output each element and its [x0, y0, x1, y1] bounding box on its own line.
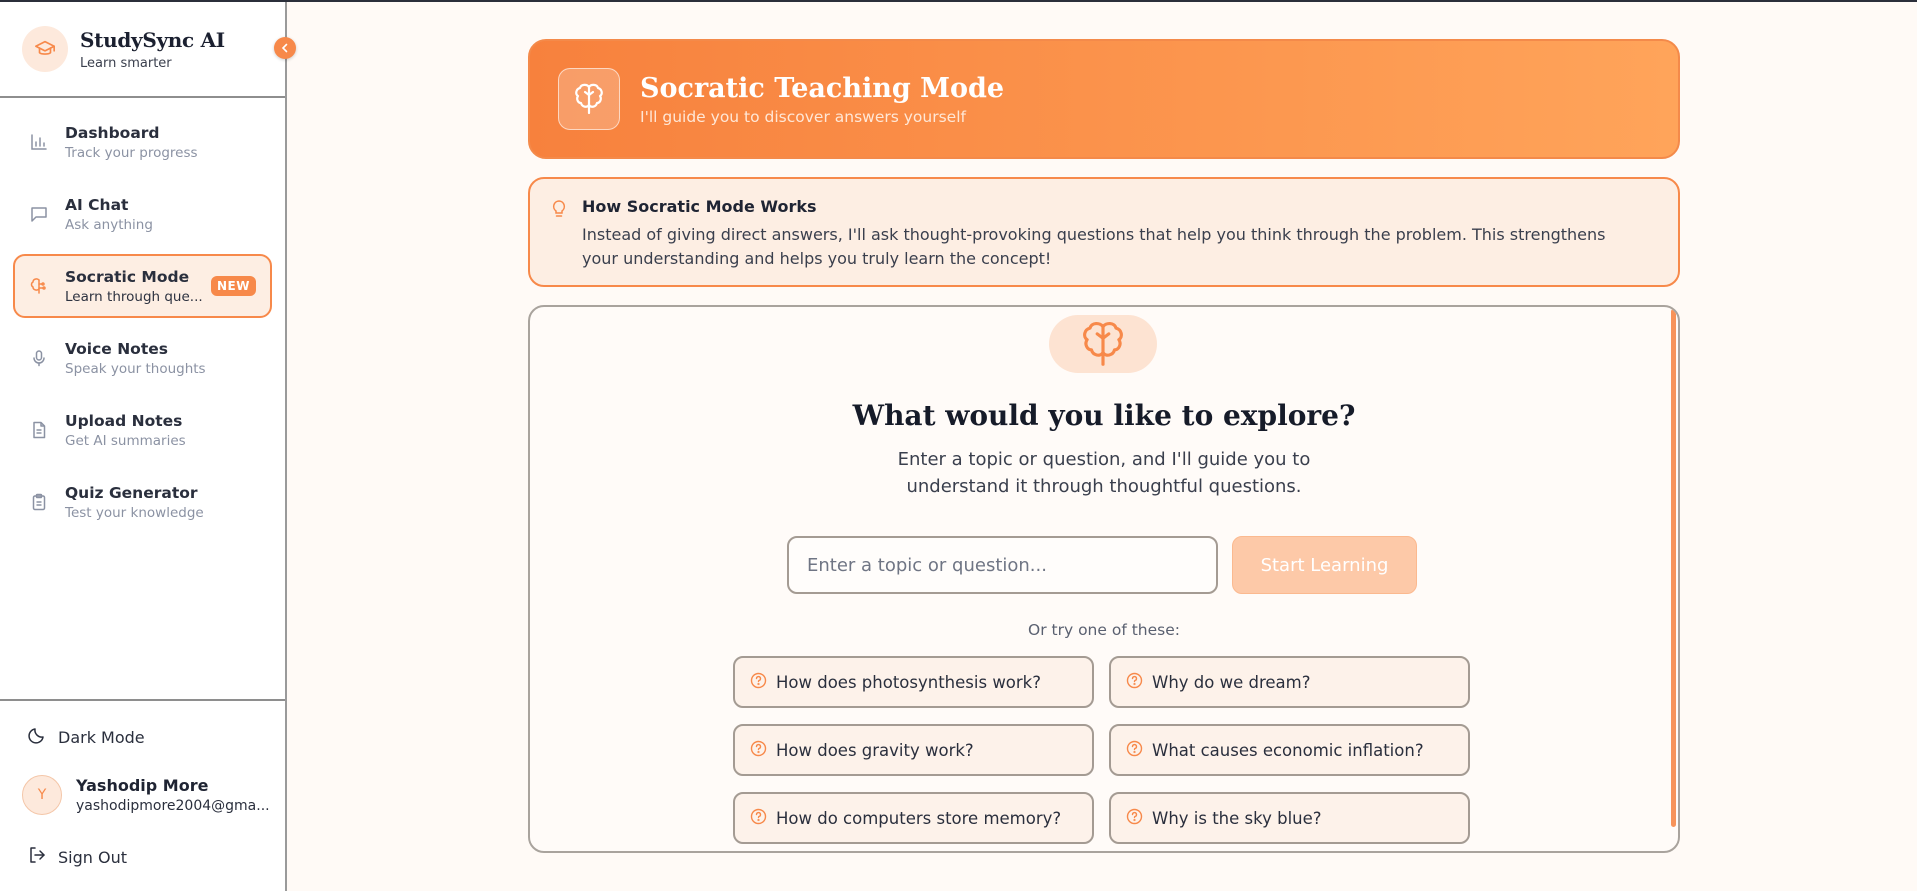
- sidebar-item-sub: Ask anything: [65, 216, 153, 233]
- moon-icon: [28, 726, 46, 748]
- sidebar-nav: [0, 98, 285, 534]
- explore-panel: [528, 305, 1680, 853]
- suggestion-label: How do computers store memory?: [776, 808, 1062, 828]
- sidebar-item-label: Socratic Mode: [65, 267, 190, 286]
- user-name: Yashodip More: [76, 776, 209, 795]
- sidebar-item-label: Upload Notes: [65, 411, 183, 430]
- question-circle-icon: [1126, 740, 1143, 761]
- brain-icon: [558, 68, 620, 130]
- sidebar-item-label: Dashboard: [65, 123, 160, 142]
- sidebar-item-quiz-generator[interactable]: [13, 470, 272, 534]
- sidebar-item-label: Voice Notes: [65, 339, 168, 358]
- info-body: Instead of giving direct answers, I'll ask thought-provoking questions that help you think through the problem. This strengthens your understanding and helps you truly learn the concept!: [582, 225, 1606, 268]
- sidebar-item-dashboard[interactable]: [13, 110, 272, 174]
- topic-input[interactable]: [787, 536, 1218, 594]
- suggestion-chip[interactable]: [733, 656, 1094, 708]
- sidebar-item-socratic-mode[interactable]: [13, 254, 272, 318]
- sidebar-item-ai-chat[interactable]: [13, 182, 272, 246]
- info-title: How Socratic Mode Works: [582, 197, 817, 216]
- info-callout: [528, 177, 1680, 287]
- bar-chart-icon: [30, 133, 48, 151]
- chevron-left-icon: [280, 43, 290, 53]
- avatar: Y: [22, 775, 62, 815]
- sidebar-item-label: Quiz Generator: [65, 483, 198, 502]
- mode-header: [528, 39, 1680, 159]
- sign-out-label: Sign Out: [58, 847, 127, 867]
- new-badge: NEW: [211, 276, 256, 296]
- suggestion-chip[interactable]: [1109, 792, 1470, 844]
- sidebar-item-sub: Learn through que...: [65, 288, 203, 305]
- suggestion-chip[interactable]: [733, 724, 1094, 776]
- explore-description-line: Enter a topic or question, and I'll guide you to: [897, 449, 1311, 470]
- sidebar-item-sub: Get AI summaries: [65, 432, 186, 449]
- suggestion-label: Why do we dream?: [1152, 672, 1311, 692]
- clipboard-icon: [30, 493, 48, 511]
- collapse-sidebar-button[interactable]: [274, 37, 296, 59]
- document-icon: [30, 421, 48, 439]
- chat-icon: [30, 205, 48, 223]
- dark-mode-label: Dark Mode: [58, 727, 145, 747]
- suggestion-list: [733, 656, 1471, 844]
- question-circle-icon: [750, 808, 767, 829]
- user-profile[interactable]: [0, 775, 285, 815]
- suggestion-label: What causes economic inflation?: [1152, 740, 1424, 760]
- sign-out-icon: [28, 846, 46, 868]
- sidebar-item-label: AI Chat: [65, 195, 129, 214]
- explore-description: [530, 446, 1678, 500]
- sidebar-footer: [0, 699, 285, 867]
- graduation-cap-icon: [22, 26, 68, 72]
- microphone-icon: [30, 349, 48, 367]
- suggestions-label: Or try one of these:: [1028, 621, 1180, 639]
- start-learning-button[interactable]: Start Learning: [1232, 536, 1417, 594]
- question-circle-icon: [1126, 808, 1143, 829]
- question-circle-icon: [750, 672, 767, 693]
- user-email: yashodipmore2004@gma...: [76, 798, 270, 814]
- sidebar-item-sub: Speak your thoughts: [65, 360, 206, 377]
- brain-icon: [30, 277, 48, 295]
- sidebar-item-upload-notes[interactable]: [13, 398, 272, 462]
- page-subtitle: I'll guide you to discover answers yourself: [640, 107, 966, 126]
- brand-tagline: Learn smarter: [80, 55, 172, 71]
- main-content: [528, 39, 1680, 853]
- page-title: Socratic Teaching Mode: [640, 72, 1005, 104]
- explore-title: What would you like to explore?: [852, 399, 1356, 432]
- suggestion-label: How does photosynthesis work?: [776, 672, 1041, 692]
- question-circle-icon: [1126, 672, 1143, 693]
- dark-mode-toggle[interactable]: [0, 727, 285, 747]
- brain-icon: [1049, 315, 1157, 373]
- suggestion-label: Why is the sky blue?: [1152, 808, 1322, 828]
- sidebar-item-sub: Track your progress: [65, 144, 198, 161]
- suggestion-label: How does gravity work?: [776, 740, 974, 760]
- scrollbar[interactable]: [1671, 309, 1676, 827]
- suggestion-chip[interactable]: [1109, 656, 1470, 708]
- question-circle-icon: [750, 740, 767, 761]
- sidebar-item-voice-notes[interactable]: [13, 326, 272, 390]
- explore-description-line: understand it through thoughtful questions.: [906, 476, 1302, 497]
- suggestion-chip[interactable]: [733, 792, 1094, 844]
- suggestion-chip[interactable]: [1109, 724, 1470, 776]
- brand-header: [0, 2, 285, 98]
- lightbulb-icon: [550, 199, 568, 285]
- sidebar: [0, 2, 287, 891]
- brand-name: StudySync AI: [80, 27, 225, 52]
- sign-out-button[interactable]: [0, 847, 285, 867]
- sidebar-item-sub: Test your knowledge: [65, 504, 204, 521]
